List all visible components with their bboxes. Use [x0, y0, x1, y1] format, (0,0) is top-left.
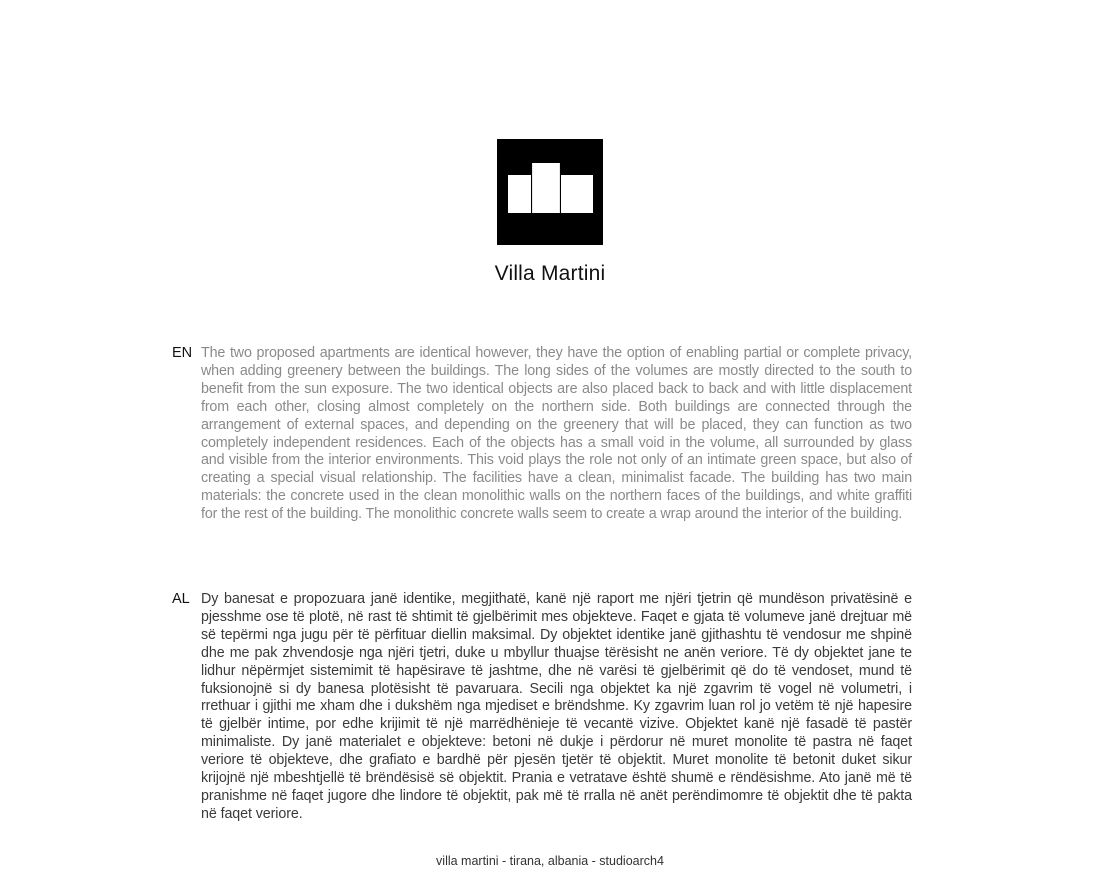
english-description: The two proposed apartments are identical however, they have the option of enabling partial or complete privacy, when adding greenery between the buildings. The long sides of the volumes are mostly directed to the south to benefit from the sun exposure. The two identical objects are also placed back to back and with little displacement from each other, closing almost completely on the northern side. Both buildings are connected through the arrangement of external spaces, and depending on the greenery that will be placed, they can function as two completely independent residences. Each of the objects has a small void in the volume, all surrounded by glass and visible from the interior environments. This void plays the role not only of an intimate green space, but also of creating a special visual relationship. The facilities have a clean, minimalist facade. The building has two main materials: the concrete used in the clean monolithic walls on the northern faces of the buildings, and white graffiti for the rest of the building. The monolithic concrete walls seem to create a wrap around the interior of the building. — [201, 345, 912, 523]
albanian-description: Dy banesat e propozuara janë identike, megjithatë, kanë një raport me njëri tjetrin që mundëson privatësinë e pjesshme ose të plotë, në rast të shtimit të gjelbërimit mes objekteve. Faqet e gjata të volumeve janë drejtuar më së tepërmi nga jugu për të përfituar diellin maksimal. Dy objektet identike janë gjithashtu të vendosur me shpinë dhe me pak zhvendosje nga njëri tjetri, duke u mbyllur thuajse tërësisht ne anën veriore. Të dy objektet jane te lidhur nëpërmjet sistemimit të hapësirave të jashtme, dhe në varësi të gjelbërimit që do të vendoset, mund të fuksionojnë si dy banesa plotësisht të pavaruara. Secili nga objektet ka një zgavrim të vogel në volumetri, i rrethuar i gjithi me xham dhe i dukshëm nga mjediset e brëndshme. Ky zgavrim luan rol jo vetëm të një hapesire të gjelbër intime, por edhe krijimit të një marrëdhënieje të vecantë vizive. Objektet kanë një fasadë të pastër minimaliste. Dy janë materialet e objekteve: betoni në dukje i përdorur në muret monolite të pastra në faqet veriore të objekteve, dhe grafiato e bardhë për pjesën tjetër të objektit. Muret monolite të betonit duket sikur krijojnë një mbeshtjellë të brëndësisë së objektit. Prania e vetratave është shumë e rëndësishme. Ato janë më të pranishme në faqet jugore dhe lindore të objektit, pak më të rralla në anët perëndimomre të objektit dhe të pakta në faqet veriore. — [201, 591, 912, 822]
page-title: Villa Martini — [494, 262, 606, 285]
language-label-en: EN — [172, 345, 193, 361]
logo-volume-left — [508, 175, 531, 213]
language-label-al: AL — [172, 591, 190, 607]
footer-caption: villa martini - tirana, albania - studioarch4 — [436, 854, 664, 868]
logo-volume-middle — [532, 163, 560, 213]
villa-volumes-icon — [497, 139, 603, 245]
logo-volume-right — [561, 175, 593, 213]
